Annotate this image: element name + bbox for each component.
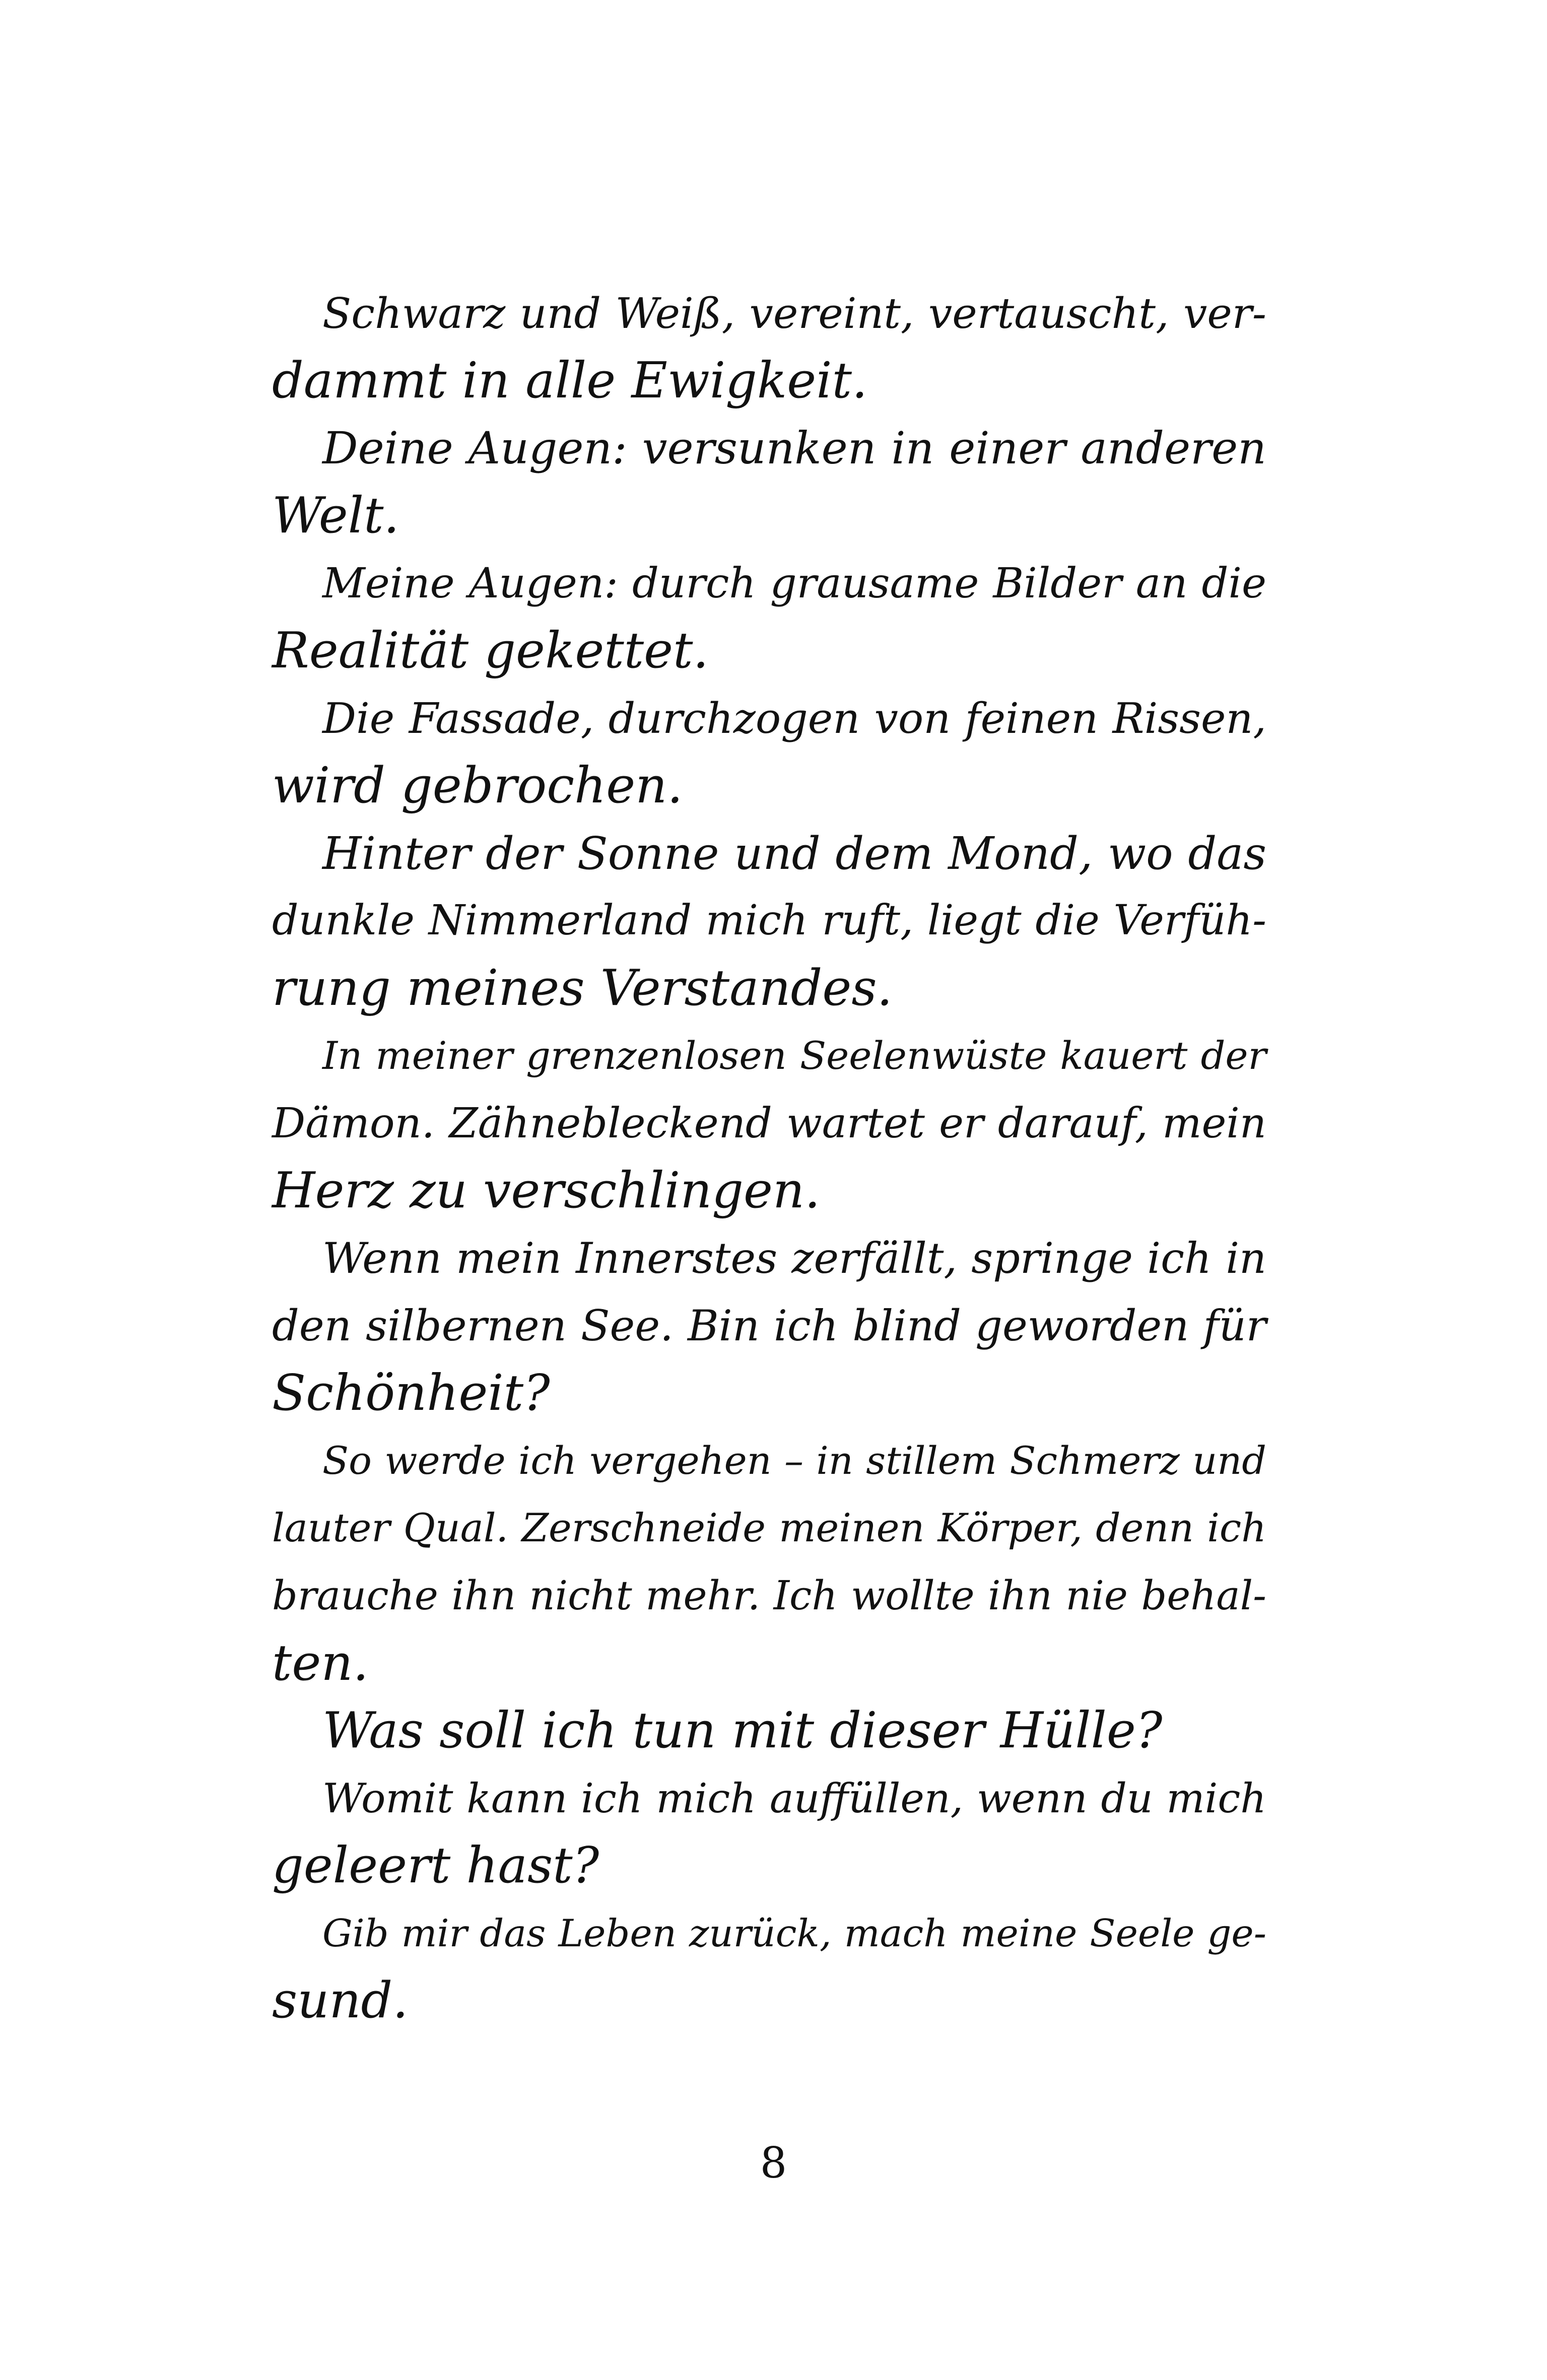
poem-text-block [272, 280, 1266, 2034]
text-line: geleert hast? [272, 1837, 599, 1894]
text-line: brauche ihn nicht mehr. Ich wollte ihn nie behal- [272, 1572, 1266, 1619]
text-line: So werde ich vergehen – in stillem Schmerz und [322, 1438, 1266, 1483]
text-line: Womit kann ich mich auffüllen, wenn du mich [322, 1775, 1266, 1822]
text-line: Meine Augen: durch grausame Bilder an die [322, 559, 1266, 607]
text-line: wird gebrochen. [272, 757, 683, 814]
text-line: Die Fassade, durchzogen von feinen Rissen, [322, 694, 1266, 743]
text-line: Gib mir das Leben zurück, mach meine Seele ge- [322, 1911, 1266, 1955]
text-line: rung meines Verstandes. [272, 960, 893, 1017]
text-line: Schwarz und Weiß, vereint, vertauscht, ver- [322, 289, 1266, 338]
text-line: dammt in alle Ewigkeit. [272, 352, 868, 410]
text-line: Herz zu verschlingen. [272, 1162, 821, 1219]
text-line: Hinter der Sonne und dem Mond, wo das [322, 827, 1266, 879]
text-line: Welt. [272, 487, 399, 545]
text-line: den silbernen See. Bin ich blind geworden für [272, 1301, 1266, 1350]
text-line: Was soll ich tun mit dieser Hülle? [322, 1702, 1163, 1759]
text-line: dunkle Nimmerland mich ruft, liegt die Verfüh- [272, 897, 1266, 944]
text-line: Wenn mein Innerstes zerfällt, springe ich in [322, 1234, 1266, 1283]
text-line: Schönheit? [272, 1365, 550, 1422]
text-line: Deine Augen: versunken in einer anderen [322, 422, 1266, 474]
text-line: Dämon. Zähnebleckend wartet er darauf, mein [272, 1099, 1266, 1147]
text-line: lauter Qual. Zerschneide meinen Körper, denn ich [272, 1506, 1266, 1551]
page-number: 8 [760, 2138, 787, 2188]
text-line: sund. [272, 1972, 409, 2029]
text-line: In meiner grenzenlosen Seelenwüste kauert der [322, 1033, 1266, 1078]
text-line: Realität gekettet. [272, 622, 709, 679]
text-line: ten. [272, 1635, 369, 1692]
